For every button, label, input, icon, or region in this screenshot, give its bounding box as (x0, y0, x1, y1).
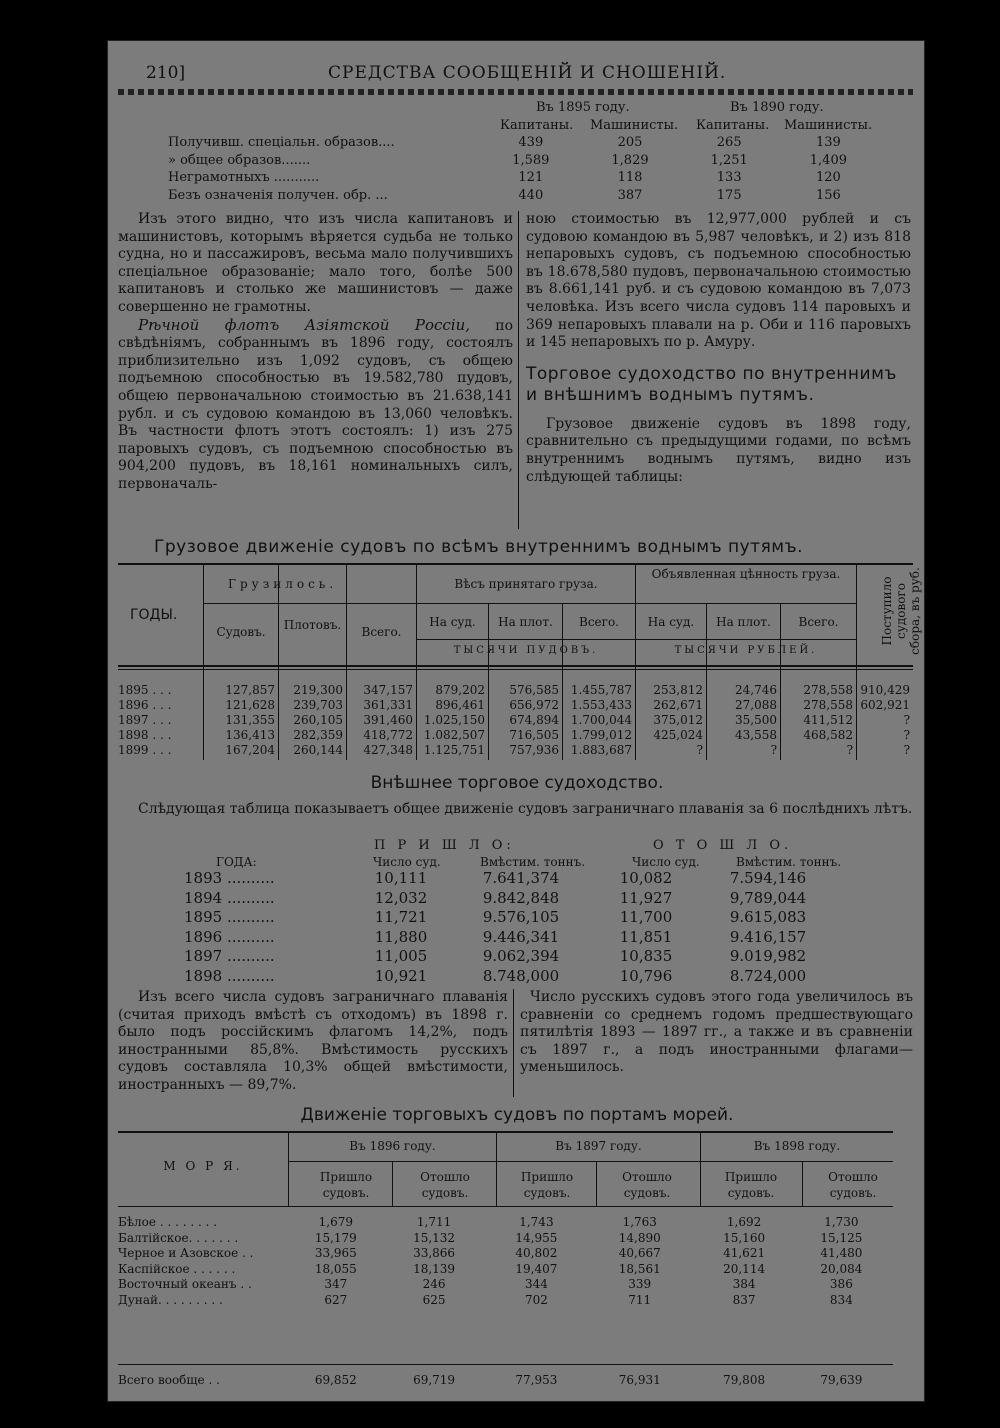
cell-value: 468,582 (803, 728, 853, 742)
cell-value: 418,772 (363, 728, 413, 742)
ports-year: Въ 1898 году. (753, 1139, 841, 1153)
cell-value: 834 (829, 1292, 853, 1307)
left-paragraph-2 (118, 317, 513, 494)
cell-value: 11,927 (619, 888, 673, 907)
years-head: ГОДЫ. (130, 607, 178, 623)
col-total: Всего. (361, 625, 402, 639)
sub-col: Всего. (798, 615, 839, 629)
river-fleet-text: по свѣдѣніямъ, собраннымъ въ 1896 году, состоялъ приблизительно изъ 1,092 судовъ, съ общею подъемною способностью въ 19.582,780 пудовъ, общею первоначальною стоимостью въ 21.638,141 рубл. и съ судовою командою въ 13,060 человѣкъ. Въ частности флотъ этотъ состоялъ: 1) изъ 275 паровыхъ судовъ, съ подъемною способностью въ 904,200 пудовъ, въ 18,161 номинальныхъ силъ, первоначаль- (118, 317, 513, 492)
top-table-row (168, 152, 878, 170)
cell-value: 33,965 (314, 1246, 357, 1260)
cell-value: 7.641,374 (482, 869, 560, 887)
cell-value: 1,763 (622, 1215, 657, 1229)
cell-value: 10,796 (619, 966, 673, 985)
cell-value: 167,204 (225, 743, 275, 757)
total-value: 79,639 (820, 1373, 863, 1387)
table-row (118, 743, 913, 758)
table-row (118, 728, 913, 743)
group-loaded: Грузилось. (228, 577, 338, 591)
cell-value: 674,894 (509, 713, 559, 727)
cell-value: 1,409 (809, 152, 847, 168)
cell-value: 9.615,083 (729, 908, 807, 926)
cell-value: 347 (324, 1277, 348, 1291)
cell-value: 14,890 (618, 1230, 661, 1245)
foreign-year-head: ГОДА: (216, 855, 257, 869)
cell-value: 15,160 (723, 1230, 766, 1245)
total-value: 69,852 (314, 1373, 357, 1387)
cell-value: 205 (617, 135, 643, 150)
row-year: 1897 . . . (118, 713, 172, 727)
cell-value: 8.724,000 (729, 966, 807, 985)
cell-value: 8.748,000 (482, 966, 560, 985)
cell-value: 14,955 (515, 1230, 558, 1245)
cell-value: 656,972 (509, 698, 559, 712)
cell-value: 18,561 (618, 1261, 661, 1276)
sub-col: На суд. (647, 615, 695, 629)
group-value: Объявленная цѣнность груза. (651, 567, 841, 581)
cell-value: 896,461 (435, 698, 485, 712)
cell-value: 1.025,150 (423, 713, 485, 727)
table-row (118, 713, 913, 728)
top-col-head: Машинисты. (590, 118, 679, 133)
total-label: Всего вообще . . (118, 1373, 220, 1387)
cell-value: 18,055 (314, 1261, 357, 1276)
cell-value: ? (903, 743, 910, 757)
cell-value: 7.594,146 (729, 869, 807, 887)
cell-value: 10,111 (374, 869, 428, 887)
cargo-rows (118, 683, 913, 758)
ports-sub: Отошло судовъ. (828, 1170, 878, 1200)
ports-sub: Пришло судовъ. (520, 1170, 574, 1200)
cell-value: 427,348 (363, 743, 413, 757)
cell-value: 260,105 (293, 713, 343, 727)
row-year: 1899 . . . (118, 743, 172, 757)
cell-value: 20,114 (723, 1261, 766, 1276)
top-year-1895: Въ 1895 году. (536, 100, 630, 115)
cell-value: 133 (716, 170, 742, 185)
cell-value: 24,746 (735, 683, 777, 697)
cell-value: 702 (524, 1292, 548, 1307)
right-column (526, 211, 911, 486)
table-row (118, 698, 913, 713)
cell-value: 576,585 (509, 683, 559, 697)
top-table-row (168, 134, 878, 152)
cell-value: 27,088 (735, 698, 777, 712)
cell-value: 9.062,394 (482, 947, 560, 965)
cell-value: 127,857 (225, 683, 275, 697)
cell-value: 411,512 (803, 713, 853, 727)
table-row (118, 1293, 888, 1309)
cell-value: 35,500 (735, 713, 777, 727)
table-row (184, 889, 848, 909)
cell-value: 1,730 (824, 1215, 859, 1229)
row-year: 1898 .......... (184, 966, 275, 985)
cell-value: 131,355 (225, 713, 275, 727)
cell-value: 282,359 (293, 728, 343, 742)
sub-col: На плот. (498, 615, 553, 629)
row-year: 1895 . . . (118, 683, 172, 697)
sub-col: На плот. (716, 615, 771, 629)
cell-value: 386 (829, 1277, 853, 1291)
cell-value: 1.455,787 (570, 683, 632, 697)
cell-value: 239,703 (293, 698, 343, 712)
cell-value: 1,251 (710, 152, 748, 168)
row-year: 1897 .......... (184, 947, 275, 965)
table-row (184, 908, 848, 928)
cell-value: 11,700 (619, 908, 673, 926)
cell-value: 10,082 (619, 869, 673, 887)
table-row (184, 947, 848, 967)
cell-value: 260,144 (293, 743, 343, 757)
cell-value: 10,921 (374, 966, 428, 985)
cell-value: ? (903, 728, 910, 742)
cell-value: ? (903, 713, 910, 727)
cell-value: 33,866 (413, 1246, 456, 1260)
top-col-head: Машинисты. (784, 118, 873, 133)
foreign-col: Вмѣстим. тоннъ. (480, 855, 586, 869)
sub-col: Всего. (579, 615, 619, 629)
row-year: 1893 .......... (184, 869, 275, 887)
cell-value: 387 (617, 187, 643, 203)
cell-value: 1,692 (726, 1215, 762, 1229)
cell-value: 136,413 (225, 728, 275, 742)
page-title: СРЕДСТВА СООБЩЕНІЙ И СНОШЕНІЙ. (328, 63, 727, 83)
table-row (118, 683, 913, 698)
table-row (118, 1231, 888, 1247)
cell-value: 11,005 (374, 947, 428, 965)
cell-value: 347,157 (363, 683, 413, 697)
row-year: 1894 .......... (184, 888, 275, 907)
row-year: 1896 . . . (118, 698, 172, 712)
left-column (118, 211, 513, 494)
cell-value: 18,139 (413, 1261, 456, 1276)
arrived-head: П Р И Ш Л О: (374, 838, 515, 853)
row-label: Неграмотныхъ ........... (168, 170, 320, 185)
river-fleet-lead: Рѣчной флотъ Азіятской Россіи, (138, 315, 471, 334)
cell-value: 384 (732, 1277, 756, 1291)
foreign-col: Число суд. (632, 855, 700, 869)
row-year: 1896 .......... (184, 927, 275, 946)
row-sea: Черное и Азовское . . (118, 1246, 254, 1260)
sub-col: На суд. (429, 615, 476, 629)
foreign-intro: Слѣдующая таблица показываетъ общее движеніе судовъ заграничнаго плаванія за 6 послѣднихъ лѣтъ. (138, 801, 913, 817)
ports-title: Движеніе торговыхъ судовъ по портамъ морей. (300, 1105, 734, 1125)
cell-value: 361,331 (363, 698, 413, 712)
total-value: 79,808 (723, 1373, 766, 1387)
cell-value: 711 (628, 1292, 652, 1307)
top-table-row (168, 169, 878, 187)
cell-value: 602,921 (860, 698, 910, 712)
cargo-table-title: Грузовое движеніе судовъ по всѣмъ внутреннимъ воднымъ путямъ. (154, 537, 804, 557)
ports-table (118, 1131, 893, 1393)
cell-value: 120 (815, 170, 841, 185)
cell-value: 625 (422, 1292, 446, 1307)
page (107, 40, 925, 1402)
cell-value: 15,132 (413, 1230, 456, 1245)
cell-value: 20,084 (820, 1261, 863, 1276)
foreign-table (184, 869, 848, 986)
top-year-1890: Въ 1890 году. (730, 100, 824, 115)
top-table (168, 134, 878, 204)
header-rule (118, 89, 913, 95)
cell-value: ? (696, 743, 703, 757)
total-value: 69,719 (413, 1373, 456, 1387)
left-paragraph-1: Изъ этого видно, что изъ числа капитановъ и машинистовъ, которымъ вѣряется судьба не только судна, но и пассажировъ, весьма мало получившихъ спеціальное образованіе; мало того, болѣе 500 капитановъ и столько же машинистовъ — даже совершенно не грамотны. (118, 211, 513, 315)
right-paragraph-1: ною стоимостью въ 12,977,000 рублей и съ судовою командою въ 5,987 человѣкъ, и 2) изъ 818 непаровыхъ судовъ, съ подъемною способностью въ 18.678,580 пудовъ, первоначальною стоимостью въ 8.661,141 руб. и съ судовою командою въ 7,073 человѣка. Изъ всего числа судовъ 114 паровыхъ и 369 непаровыхъ плавали на р. Оби и 116 паровыхъ и 145 непаровыхъ по р. Амуру. (526, 211, 911, 351)
cell-value: 910,429 (860, 683, 910, 697)
unit-weight: ТЫСЯЧИ ПУДОВЪ. (453, 645, 599, 656)
cell-value: 9.576,105 (482, 908, 560, 926)
cell-value: 246 (422, 1277, 446, 1291)
column-divider (518, 211, 519, 529)
cell-value: 15,179 (314, 1230, 357, 1245)
cell-value: 156 (815, 187, 841, 203)
foreign-divider (513, 989, 514, 1097)
foreign-col: Число суд. (373, 855, 441, 869)
cell-value: 41,621 (723, 1246, 766, 1260)
cell-value: 19,407 (515, 1261, 558, 1276)
cell-value: 716,505 (509, 728, 559, 742)
table-row (184, 869, 848, 889)
cell-value: 1.553,433 (570, 698, 632, 712)
table-row (118, 1215, 888, 1231)
cell-value: 9.019,982 (729, 947, 807, 965)
cell-value: 11,880 (374, 927, 428, 946)
cargo-table (118, 565, 922, 765)
cell-value: 344 (524, 1277, 548, 1291)
page-number: 210] (146, 63, 186, 83)
cell-value: 339 (628, 1277, 652, 1291)
cell-value: 265 (716, 135, 742, 150)
cell-value: 375,012 (653, 713, 703, 727)
cell-value: 262,671 (653, 698, 703, 712)
col-ships: Судовъ. (216, 625, 266, 639)
cell-value: 278,558 (803, 683, 853, 697)
cell-value: 1.883,687 (570, 743, 632, 757)
cell-value: 43,558 (735, 728, 777, 742)
cell-value: 1.700,044 (570, 713, 632, 727)
ports-sub: Отошло судовъ. (420, 1170, 470, 1200)
cell-value: 1.799,012 (570, 728, 632, 742)
unit-value: ТЫСЯЧИ РУБЛЕЙ. (674, 645, 818, 656)
cell-value: 1.125,751 (423, 743, 485, 757)
cell-value: 1.082,507 (423, 728, 485, 742)
foreign-col: Вмѣстим. тоннъ. (736, 855, 842, 869)
cell-value: 11,851 (619, 927, 673, 946)
cell-value: 1,589 (512, 152, 550, 168)
top-table-row (168, 187, 878, 205)
table-row (184, 928, 848, 948)
row-sea: Бѣлое . . . . . . . . (118, 1215, 218, 1229)
cell-value: 11,721 (374, 908, 428, 926)
cell-value: 9.446,341 (482, 927, 560, 946)
cell-value: 1,711 (416, 1215, 452, 1229)
cell-value: 627 (324, 1292, 348, 1307)
table-row (118, 1262, 888, 1278)
row-sea: Балтійское. . . . . . . (118, 1230, 239, 1245)
row-sea: Восточный океанъ . . (118, 1277, 252, 1291)
ports-year: Въ 1896 году. (349, 1139, 436, 1153)
row-label: Получивш. спеціальн. образов.... (168, 135, 395, 150)
foreign-left-paragraph: Изъ всего числа судовъ заграничнаго плаванія (считая приходъ вмѣстѣ съ отходомъ) въ 1898 г. было подъ россійскимъ флагомъ 14,2%, подъ иностранными 85,8%. Вмѣстимость русскихъ судовъ составляла 10,3% общей вмѣстимости, иностранныхъ — 89,7%. (118, 989, 508, 1093)
cell-value: 9.842,848 (482, 888, 560, 907)
cell-value: 1,743 (519, 1215, 554, 1229)
row-label: Безъ означенія получен. обр. ... (168, 187, 388, 203)
cell-value: 391,460 (363, 713, 413, 727)
cell-value: 9,789,044 (729, 888, 807, 907)
foreign-right-paragraph: Число русскихъ судовъ этого года увеличилось въ сравненіи со среднемъ годомъ предшествующаго пятилѣтія 1893 — 1897 гг., а также и въ сравненіи съ 1897 г., а подъ иностранными флагами—уменьшилось. (520, 989, 913, 1076)
row-label: » общее образов....... (168, 152, 311, 168)
cell-value: 12,032 (374, 888, 428, 907)
group-weight: Вѣсъ принятаго груза. (454, 577, 598, 591)
top-col-head: Капитаны. (500, 118, 574, 133)
cell-value: 41,480 (820, 1246, 863, 1260)
table-row (118, 1277, 888, 1293)
ports-sub: Отошло судовъ. (622, 1170, 672, 1200)
row-sea: Дунай. . . . . . . . . (118, 1292, 223, 1307)
cell-value: 757,936 (509, 743, 559, 757)
ports-sub: Пришло судовъ. (319, 1170, 373, 1200)
ports-sub: Пришло судовъ. (724, 1170, 778, 1200)
cell-value: 253,812 (653, 683, 703, 697)
cell-value: 40,802 (515, 1246, 558, 1260)
cell-value: 10,835 (619, 947, 673, 965)
cell-value: 439 (518, 135, 544, 150)
ports-rows (118, 1215, 888, 1308)
ports-year: Въ 1897 году. (555, 1139, 642, 1153)
cell-value: 1,679 (318, 1215, 353, 1229)
cell-value: 121 (518, 170, 544, 185)
col-duty: Поступило судового сбора, въ руб. (880, 567, 922, 655)
cell-value: 879,202 (435, 683, 485, 697)
row-year: 1895 .......... (184, 908, 275, 926)
cell-value: ? (770, 743, 777, 757)
cell-value: 425,024 (653, 728, 703, 742)
seas-head: М О Р Я. (163, 1159, 243, 1173)
cell-value: 118 (617, 170, 643, 185)
table-row (118, 1246, 888, 1262)
cell-value: 837 (732, 1292, 756, 1307)
row-sea: Каспійское . . . . . . (118, 1261, 236, 1276)
cell-value: 9.416,157 (729, 927, 807, 946)
cell-value: ? (846, 743, 853, 757)
cell-value: 15,125 (820, 1230, 863, 1245)
total-value: 77,953 (515, 1373, 558, 1387)
cell-value: 121,628 (225, 698, 275, 712)
right-paragraph-2: Грузовое движеніе судовъ въ 1898 году, сравнительно съ предыдущими годами, по всѣмъ внутреннимъ воднымъ путямъ, видно изъ слѣдующей таблицы: (526, 415, 911, 485)
cell-value: 175 (716, 187, 742, 203)
cell-value: 40,667 (618, 1246, 661, 1260)
cell-value: 139 (815, 135, 841, 150)
cell-value: 1,829 (611, 152, 649, 168)
foreign-title: Внѣшнее торговое судоходство. (370, 773, 664, 793)
cell-value: 440 (518, 187, 544, 203)
cell-value: 278,558 (803, 698, 853, 712)
row-year: 1898 . . . (118, 728, 172, 742)
top-col-head: Капитаны. (696, 118, 770, 133)
cell-value: 219,300 (293, 683, 343, 697)
table-row (184, 967, 848, 987)
total-value: 76,931 (618, 1373, 661, 1387)
col-rafts: Плотовъ. (283, 618, 342, 632)
departed-head: О Т О Ш Л О. (653, 838, 793, 853)
ports-total (118, 1373, 888, 1387)
section-heading: Торговое судоходство по внутреннимъ и внѣшнимъ воднымъ путямъ. (526, 363, 897, 405)
